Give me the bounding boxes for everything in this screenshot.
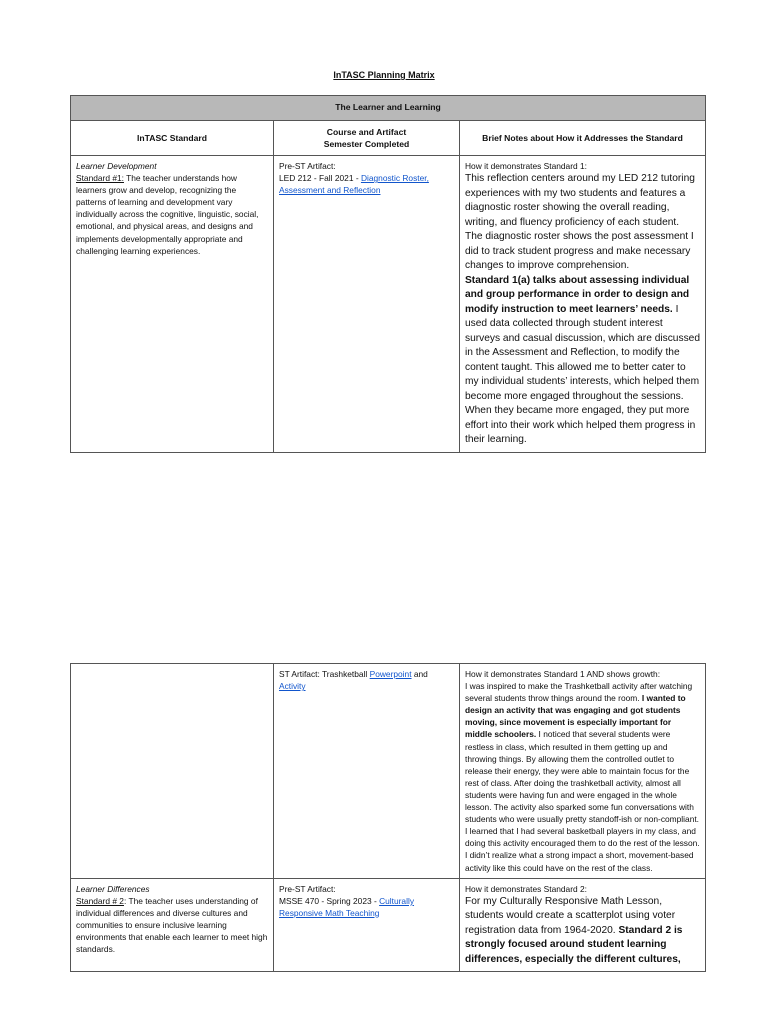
- standard-number: Standard # 2: [76, 895, 124, 906]
- column-header-course-line1: Course and Artifact: [326, 127, 407, 137]
- notes-bold: Standard 1(a) talks about assessing individual and group performance in order to design and modify instruction to meet learners’ needs.: [465, 274, 690, 315]
- column-header-notes: Brief Notes about How it Addresses the Standard: [460, 121, 706, 156]
- notes-text: For my Culturally Responsive Math Lesson, students would create a scatterplot using voter registration data from 1964-2020.: [465, 895, 676, 936]
- standard-name: Learner Development: [76, 161, 157, 171]
- standard-text: The teacher understands how learners grow and develop, recognizing the patterns of learning and development vary individually across the cognitive, linguistic, social, emotional, and physical areas, and designs and implements developmentally appropriate and challenging learning experiences.: [76, 173, 259, 256]
- artifact-label: Pre-ST Artifact:: [279, 883, 336, 894]
- artifact-cell: [274, 878, 460, 972]
- standard-cell-empty: [71, 664, 274, 879]
- artifact-link[interactable]: Culturally Responsive Math Teaching: [279, 895, 415, 918]
- standard-text: : The teacher uses understanding of individual differences and diverse cultures and communities to ensure inclusive learning environments that enable each learner to meet high standards.: [76, 895, 268, 955]
- artifact-and: and: [411, 669, 428, 679]
- standard-name: Learner Differences: [76, 883, 150, 894]
- artifact-cell: [274, 156, 460, 453]
- standard-cell: [71, 156, 274, 453]
- standard-number: Standard #1:: [76, 173, 124, 184]
- notes-intro: How it demonstrates Standard 1 AND shows growth:: [465, 669, 661, 679]
- notes-text: I noticed that several students were restless in class, which resulted in them getting up and throwing things. By allowing them the controlled outlet to release their energy, they were able to maintain focus for the rest of class. After doing the trashketball activity, almost all students were having fun and were engaged in the whole lesson. The activity also sparked some fun conversations with students who were usually pretty standoff-ish or non-compliant. I learned that I had several basketball players in my class, and doing this activity encouraged them to do the rest of the lesson. I didn’t realize what a strong impact a short, movement-based activity like this could have on the rest of the class.: [465, 729, 700, 873]
- notes-paragraph: The diagnostic roster shows the post assessment I did to track student progress and make necessary changes to improve comprehension.: [465, 231, 694, 272]
- section-header: The Learner and Learning: [71, 96, 706, 121]
- planning-matrix-table: [70, 95, 706, 453]
- artifact-course: MSSE 470 - Spring 2023 -: [279, 895, 380, 906]
- artifact-link[interactable]: Diagnostic Roster, Assessment and Reflection: [279, 173, 429, 196]
- column-headers: [71, 121, 706, 156]
- notes-intro: How it demonstrates Standard 2:: [465, 883, 587, 894]
- notes-bold: I wanted to design an activity that was engaging and got students moving, since movement is especially important for middle schoolers.: [465, 693, 686, 740]
- table-row: [71, 664, 706, 879]
- standard-cell: [71, 878, 274, 972]
- notes-intro: How it demonstrates Standard 1:: [465, 161, 587, 171]
- column-header-standard: InTASC Standard: [71, 121, 274, 156]
- powerpoint-link[interactable]: Powerpoint: [369, 669, 412, 679]
- notes-text: I used data collected through student interest surveys and casual discussion, which are discussed in the Assessment and Reflection, to modify the content taught. This allowed me to better cater to my individual students’ interests, which helped them become more engaged throughout the sessions. When they became more engaged, they put more effort into their work which helped them progress in their learning.: [465, 303, 700, 446]
- artifact-prefix: ST Artifact: Trashketball: [279, 669, 370, 679]
- notes-cell: [460, 664, 706, 879]
- artifact-label: Pre-ST Artifact:: [279, 161, 336, 171]
- notes-text: I was inspired to make the Trashketball activity after watching several students throw things around the room.: [465, 681, 693, 704]
- planning-matrix-table-continued: [70, 663, 706, 972]
- artifact-course: LED 212 - Fall 2021 -: [279, 173, 361, 184]
- artifact-cell: [274, 664, 460, 879]
- column-header-course-line2: Semester Completed: [323, 139, 410, 149]
- notes-cell: [460, 156, 706, 453]
- column-header-course: [274, 121, 460, 156]
- table-row: [71, 878, 706, 972]
- notes-cell: [460, 878, 706, 972]
- activity-link[interactable]: Activity: [279, 681, 306, 692]
- notes-paragraph: This reflection centers around my LED 212 tutoring experiences with my two students and features a diagnostic roster showing the overall reading, writing, and fluency proficiency of each student.: [465, 173, 695, 228]
- notes-bold: Standard 2 is strongly focused around student learning differences, especially the different cultures,: [465, 924, 683, 965]
- table-row: [71, 156, 706, 453]
- document-title: InTASC Planning Matrix: [333, 70, 435, 80]
